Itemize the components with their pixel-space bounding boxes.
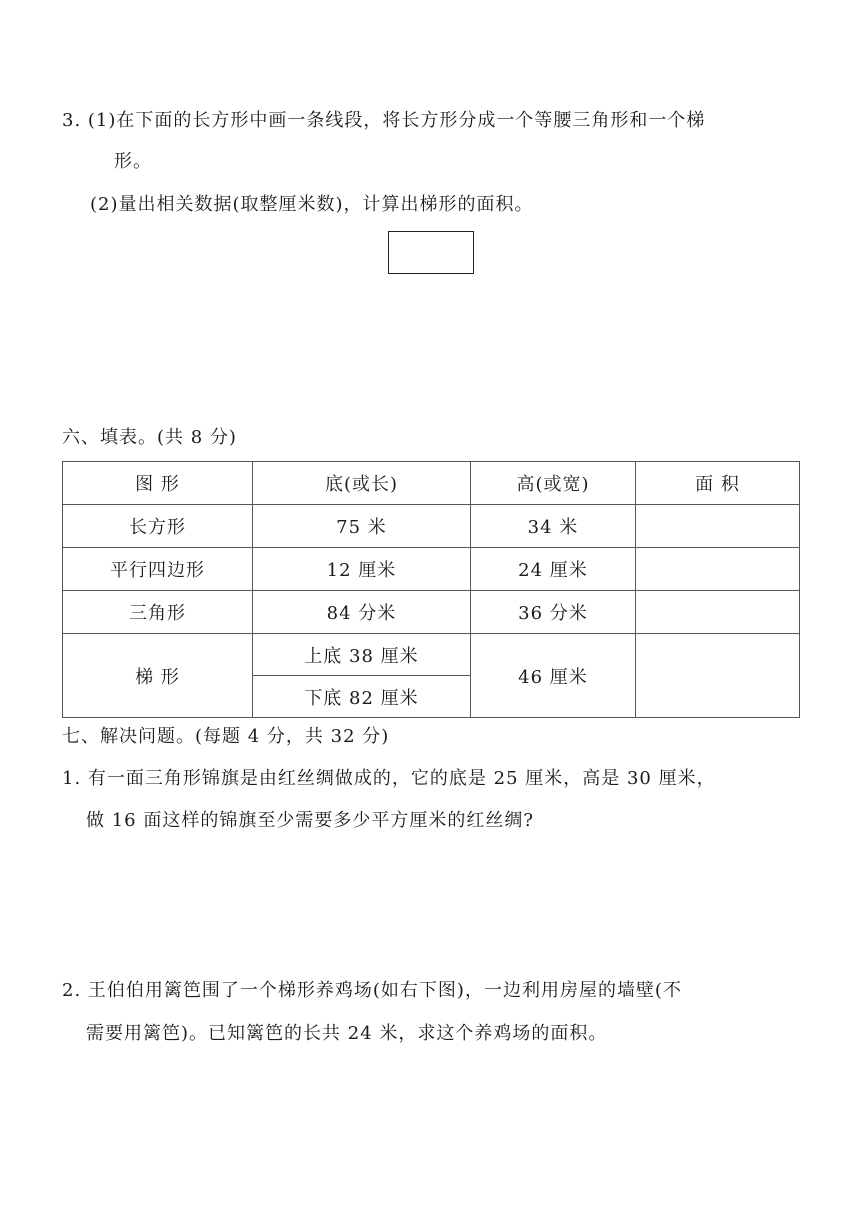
cell-lower-base: 下底 82 厘米	[253, 676, 471, 718]
table-row	[63, 591, 800, 634]
cell-upper-base: 上底 38 厘米	[253, 634, 471, 676]
cell-shape: 三角形	[63, 591, 253, 634]
cell-shape: 长方形	[63, 505, 253, 548]
q2-line1: 2. 王伯伯用篱笆围了一个梯形养鸡场(如右下图)，一边利用房屋的墙壁(不	[62, 980, 682, 1001]
q3-part1-line2: 形。	[114, 151, 152, 172]
header-height: 高(或宽)	[471, 462, 636, 505]
cell-base: 84 分米	[253, 591, 471, 634]
cell-base: 75 米	[253, 505, 471, 548]
section6-heading: 六、填表。(共 8 分)	[62, 427, 237, 448]
cell-area[interactable]	[636, 591, 800, 634]
cell-area[interactable]	[636, 634, 800, 718]
q1-line2: 做 16 面这样的锦旗至少需要多少平方厘米的红丝绸?	[86, 810, 534, 831]
header-area: 面 积	[636, 462, 800, 505]
cell-area[interactable]	[636, 505, 800, 548]
cell-height: 36 分米	[471, 591, 636, 634]
fill-table	[62, 461, 800, 718]
q1-line1: 1. 有一面三角形锦旗是由红丝绸做成的，它的底是 25 厘米，高是 30 厘米，	[62, 768, 716, 789]
rectangle-figure	[388, 231, 474, 274]
q3-part1-line1: 3. (1)在下面的长方形中画一条线段，将长方形分成一个等腰三角形和一个梯	[62, 110, 706, 131]
table-row	[63, 548, 800, 591]
table-header-row	[63, 462, 800, 505]
cell-height: 46 厘米	[471, 634, 636, 718]
table-row-trapezoid	[63, 634, 800, 676]
cell-area[interactable]	[636, 548, 800, 591]
q3-part2: (2)量出相关数据(取整厘米数)，计算出梯形的面积。	[90, 194, 534, 215]
header-base: 底(或长)	[253, 462, 471, 505]
q2-line2: 需要用篱笆)。已知篱笆的长共 24 米，求这个养鸡场的面积。	[86, 1023, 608, 1044]
cell-base: 12 厘米	[253, 548, 471, 591]
table-row	[63, 505, 800, 548]
header-shape: 图 形	[63, 462, 253, 505]
cell-shape: 平行四边形	[63, 548, 253, 591]
section7-heading: 七、解决问题。(每题 4 分，共 32 分)	[62, 726, 390, 747]
cell-height: 24 厘米	[471, 548, 636, 591]
cell-height: 34 米	[471, 505, 636, 548]
cell-shape: 梯 形	[63, 634, 253, 718]
